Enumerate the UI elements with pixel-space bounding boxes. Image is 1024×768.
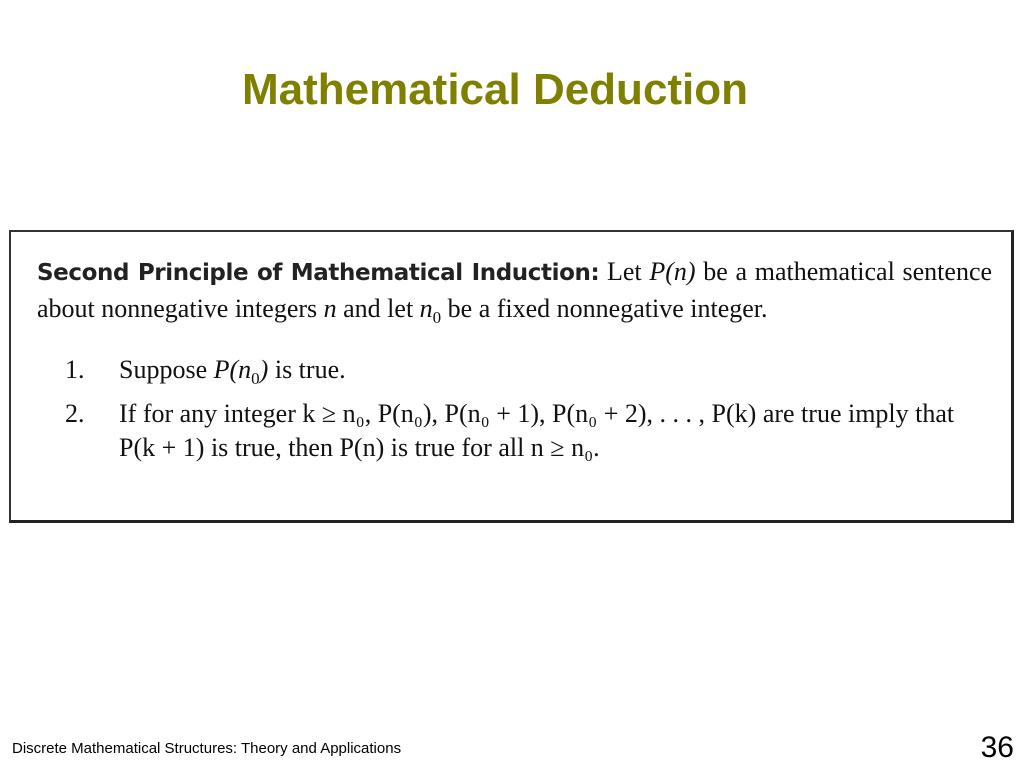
definition-intro xyxy=(37,254,992,327)
step-text-a: Suppose xyxy=(119,355,208,384)
definition-heading: Second Principle of Mathematical Induction: xyxy=(37,260,600,286)
intro-let: Let xyxy=(606,257,642,286)
step-number: 2. xyxy=(65,399,85,428)
list-item xyxy=(37,353,992,387)
step-p-close: ) xyxy=(259,355,269,384)
intro-n0-base: n xyxy=(419,294,433,323)
intro-n0 xyxy=(419,294,442,327)
intro-n0-subscript: 0 xyxy=(432,308,442,327)
step-p-open: P(n xyxy=(213,355,252,384)
step-subscript: 0 xyxy=(251,369,260,388)
definition-content xyxy=(37,254,992,475)
intro-and-let: and let xyxy=(343,294,414,323)
intro-sentence: be a mathematical sentence about nonnegative integers xyxy=(37,257,993,323)
slide-title: Mathematical Deduction xyxy=(241,65,749,114)
intro-n: n xyxy=(323,294,337,323)
step-text-b: is true. xyxy=(274,355,346,384)
step-number: 1. xyxy=(65,355,85,384)
page-number: 36 xyxy=(980,731,1014,764)
definition-box xyxy=(9,230,1014,523)
footer-course-title: Discrete Mathematical Structures: Theory and Applications xyxy=(12,740,402,757)
step-text: If for any integer k ≥ n₀, P(n₀), P(n₀ + 1), P(n₀ + 2), . . . , P(k) are true imply that P(k + 1) is true, then P(n) is true for all n ≥ n₀. xyxy=(119,399,955,462)
list-item xyxy=(37,397,992,465)
intro-rest: be a fixed nonnegative integer. xyxy=(447,294,768,323)
intro-pn: P(n) xyxy=(649,257,696,286)
steps-list xyxy=(37,353,992,465)
